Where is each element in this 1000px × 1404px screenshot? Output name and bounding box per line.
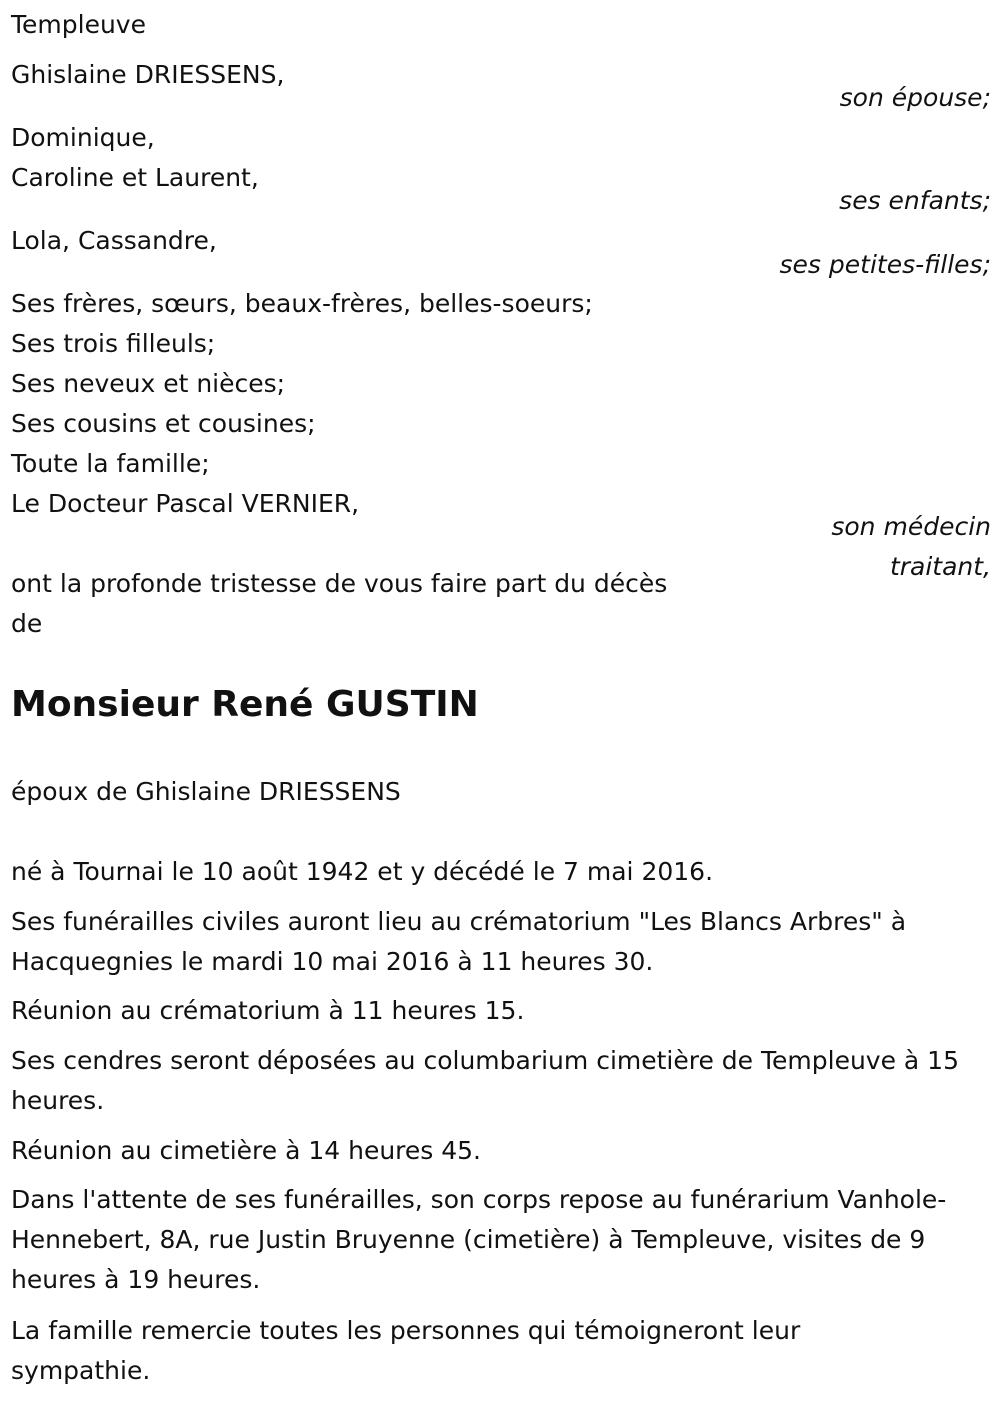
grandchildren-names: Lola, Cassandre, xyxy=(11,226,217,255)
spouse-role: son épouse; xyxy=(839,83,991,112)
doctor-role-line-2: traitant, xyxy=(889,552,991,581)
grandchildren-role: ses petites-filles; xyxy=(779,250,991,279)
deceased-name-heading: Monsieur René GUSTIN xyxy=(11,684,479,725)
relatives-line-4: Ses cousins et cousines; xyxy=(11,409,316,438)
announcement-line-2: de xyxy=(11,609,43,638)
spouse-name: Ghislaine DRIESSENS, xyxy=(11,60,285,89)
doctor-role-line-1: son médecin xyxy=(831,512,991,541)
children-role: ses enfants; xyxy=(839,186,991,215)
relatives-line-3: Ses neveux et nièces; xyxy=(11,369,286,398)
relatives-line-1: Ses frères, sœurs, beaux-frères, belles-soeurs; xyxy=(11,289,593,318)
relatives-line-5: Toute la famille; xyxy=(11,449,210,478)
child-name-1: Dominique, xyxy=(11,123,155,152)
announcement-line-1: ont la profonde tristesse de vous faire part du décès xyxy=(11,569,668,598)
thanks-text: La famille remercie toutes les personnes qui témoigneront leur sympathie. xyxy=(11,1316,801,1385)
cemetery-meeting-text: Réunion au cimetière à 14 heures 45. xyxy=(11,1136,482,1165)
spouse-of-text: époux de Ghislaine DRIESSENS xyxy=(11,777,401,806)
relatives-line-6: Le Docteur Pascal VERNIER, xyxy=(11,489,360,518)
relatives-line-2: Ses trois filleuls; xyxy=(11,329,216,358)
crematorium-meeting-text: Réunion au crématorium à 11 heures 15. xyxy=(11,996,525,1025)
location-text: Templeuve xyxy=(11,10,146,39)
funeral-text: Ses funérailles civiles auront lieu au crématorium "Les Blancs Arbres" à Hacquegnies le mardi 10 mai 2016 à 11 heures 30. xyxy=(11,907,907,976)
birth-death-text: né à Tournai le 10 août 1942 et y décédé le 7 mai 2016. xyxy=(11,857,714,886)
visitation-text: Dans l'attente de ses funérailles, son corps repose au funérarium Vanhole-Hennebert, 8A, rue Justin Bruyenne (cimetière) à Templeuve, visites de 9 heures à 19 heures. xyxy=(11,1185,947,1294)
child-name-2: Caroline et Laurent, xyxy=(11,163,259,192)
ashes-text: Ses cendres seront déposées au columbarium cimetière de Templeuve à 15 heures. xyxy=(11,1046,959,1115)
